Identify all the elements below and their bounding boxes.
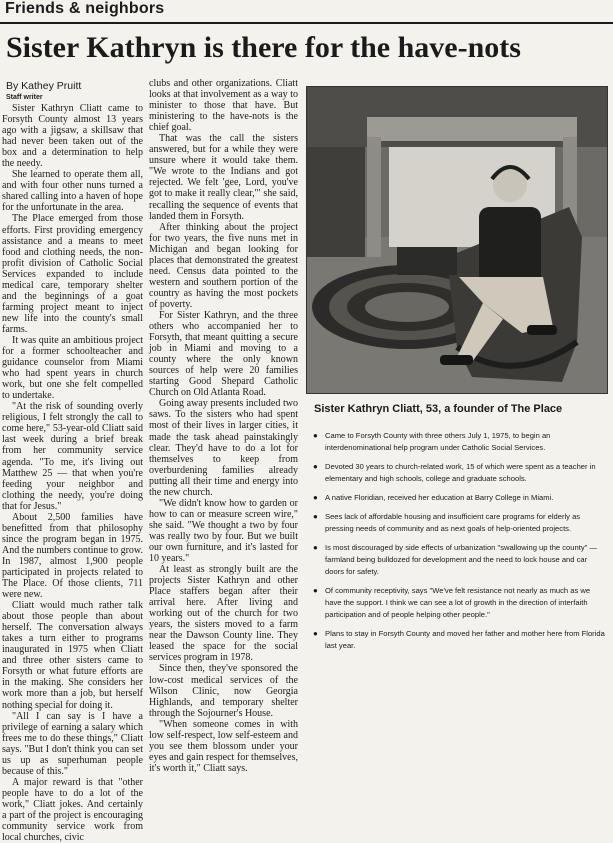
fact-item bbox=[308, 628, 608, 652]
paragraph: Cliatt would much rather talk about those people than about herself. The conversation always takes a turn either to programs inaugurated in 1975 when Cliatt and three other sisters came to Forsyth or what future efforts are in the making. She considers her work more than a job, but herself nothing special for doing it. bbox=[2, 600, 143, 711]
bullet-icon: ● bbox=[313, 431, 318, 440]
paragraph: At least as strongly built are the projects Sister Kathryn and other Place staffers began after their arrival here. After living and working out of the church for two years, the sisters moved to a farm near the Dawson County line. They leased the space for the social services program in 1978. bbox=[149, 564, 298, 664]
fact-item bbox=[308, 461, 608, 485]
bullet-icon: ● bbox=[313, 512, 318, 521]
article-column-2 bbox=[149, 78, 298, 774]
byline-role: Staff writer bbox=[6, 94, 43, 101]
paragraph: "At the risk of sounding overly religious, I felt strongly the call to come here," 53-year-old Cliatt said last week during a brief break from her community service agenda. "To me, it's living out Matthew 25 — that when you're feeding your neighbor and clothing the needy, you're doing that for Jesus." bbox=[2, 401, 143, 512]
photo-illustration bbox=[307, 87, 607, 393]
fact-list bbox=[308, 430, 608, 659]
section-label: Friends & neighbors bbox=[5, 0, 165, 17]
fact-text: Of community receptivity, says "We've felt resistance not nearly as much as we have the support. I think we can see a lot of growth in the direction of interfaith participation and of people helping other people." bbox=[325, 586, 591, 619]
paragraph: "We didn't know how to garden or how to can or measure screen wire," she said. "We thought a two by four was really two by four. But we built our own furniture, and it's lasted for 10 years." bbox=[149, 497, 298, 565]
fact-text: A native Floridian, received her education at Barry College in Miami. bbox=[325, 493, 554, 502]
bullet-icon: ● bbox=[313, 462, 318, 471]
fact-item bbox=[308, 585, 608, 621]
bullet-icon: ● bbox=[313, 493, 318, 502]
paragraph: It was quite an ambitious project for a former schoolteacher and guidance counselor from Miami who had spent years in church work, but one she felt compelled to undertake. bbox=[2, 334, 143, 402]
fact-text: Sees lack of affordable housing and insufficient care programs for elderly as pressing needs of community and as next goals of help-oriented projects. bbox=[325, 512, 581, 533]
headline: Sister Kathryn is there for the have-nots bbox=[6, 31, 521, 64]
bullet-icon: ● bbox=[313, 586, 318, 595]
fact-item bbox=[308, 511, 608, 535]
bullet-icon: ● bbox=[313, 543, 318, 552]
fact-text: Is most discouraged by side effects of urbanization "swallowing up the county" — farmland being bulldozed for development and the need to lock house and car doors for safety. bbox=[325, 543, 598, 576]
fact-item bbox=[308, 430, 608, 454]
paragraph: A major reward is that "other people have to do a lot of the work," Cliatt jokes. And certainly a part of the project is encouraging community service work from local churches, civic bbox=[2, 776, 143, 843]
paragraph: After thinking about the project for two years, the five nuns met in Michigan and began looking for places that demonstrated the greatest need. Census data pointed to the western and southern portion of the country as having the most pockets of poverty. bbox=[149, 221, 298, 310]
paragraph: The Place emerged from those efforts. First providing emergency assistance and a means to meet food and clothing needs, the non-profit division of Catholic Social Services expanded to include medical care, temporary shelter and the beginnings of a goat farming project meant to inject new life into the county's small farms. bbox=[2, 213, 143, 335]
paragraph: For Sister Kathryn, and the three others who accompanied her to Forsyth, that meant quitting a secure job in Miami and moving to a county where the only known sources of help were 20 families starting Good Shepard Catholic Church on Old Atlanta Road. bbox=[149, 309, 298, 399]
paragraph: Going away presents included two saws. To the sisters who had spent most of their lives in larger cities, it made the task ahead painstakingly clear. They'd have to do a lot for themselves to keep from overburdening families already putting all their time and energy into the new church. bbox=[149, 398, 298, 498]
bullet-icon: ● bbox=[313, 629, 318, 638]
paragraph: "All I can say is I have a privilege of earning a salary which frees me to do these things," Cliatt says. "But I don't think you can set us up as superhuman people because of this." bbox=[2, 710, 143, 777]
top-rule bbox=[0, 22, 613, 24]
paragraph: "When someone comes in with low self-respect, low self-esteem and you see them blossom under your eyes and gain respect for themselves, it's worth it," Cliatt says. bbox=[149, 718, 298, 774]
fact-text: Plans to stay in Forsyth County and moved her father and mother here from Florida last year. bbox=[325, 629, 605, 650]
fact-item bbox=[308, 492, 608, 504]
fact-item bbox=[308, 542, 608, 578]
portrait-photo bbox=[306, 86, 608, 394]
article-column-1 bbox=[2, 103, 143, 843]
paragraph: clubs and other organizations. Cliatt looks at that involvement as a way to minister to those that have. But ministering to the have-nots is the chief goal. bbox=[149, 78, 298, 134]
paragraph: She learned to operate them all, and with four other nuns turned a shared calling into a haven of hope for the unfortunate in the area. bbox=[2, 169, 143, 214]
paragraph: Since then, they've sponsored the low-cost medical services of the Wilson Clinic, now Georgia Highlands, and temporary shelter through the Sojourner's House. bbox=[149, 663, 298, 719]
paragraph: Sister Kathryn Cliatt came to Forsyth County almost 13 years ago with a jigsaw, a skillsaw that had never been taken out of the box and a determination to help the needy. bbox=[2, 103, 143, 170]
photo-caption: Sister Kathryn Cliatt, 53, a founder of The Place bbox=[314, 403, 563, 415]
byline: By Kathey Pruitt bbox=[6, 80, 82, 92]
paragraph: About 2,500 families have benefitted from that philosophy since the program began in 1975. And the numbers continue to grow. In 1987, almost 1,900 people participated in projects related to The Place. Of those clients, 711 were new. bbox=[2, 511, 143, 601]
paragraph: That was the call the sisters answered, but for a while they were unsure where it would take them. "We wrote to the Indians and got rejected. We felt 'gee, Lord, you've got to make it really clear,'" she said, recalling the sequence of events that landed them in Forsyth. bbox=[149, 133, 298, 222]
fact-text: Devoted 30 years to church-related work, 15 of which were spent as a teacher in elementary and high schools, college and graduate schools. bbox=[325, 462, 596, 483]
fact-text: Came to Forsyth County with three others July 1, 1975, to begin an interdenominational help program under Catholic Social Services. bbox=[325, 431, 551, 452]
